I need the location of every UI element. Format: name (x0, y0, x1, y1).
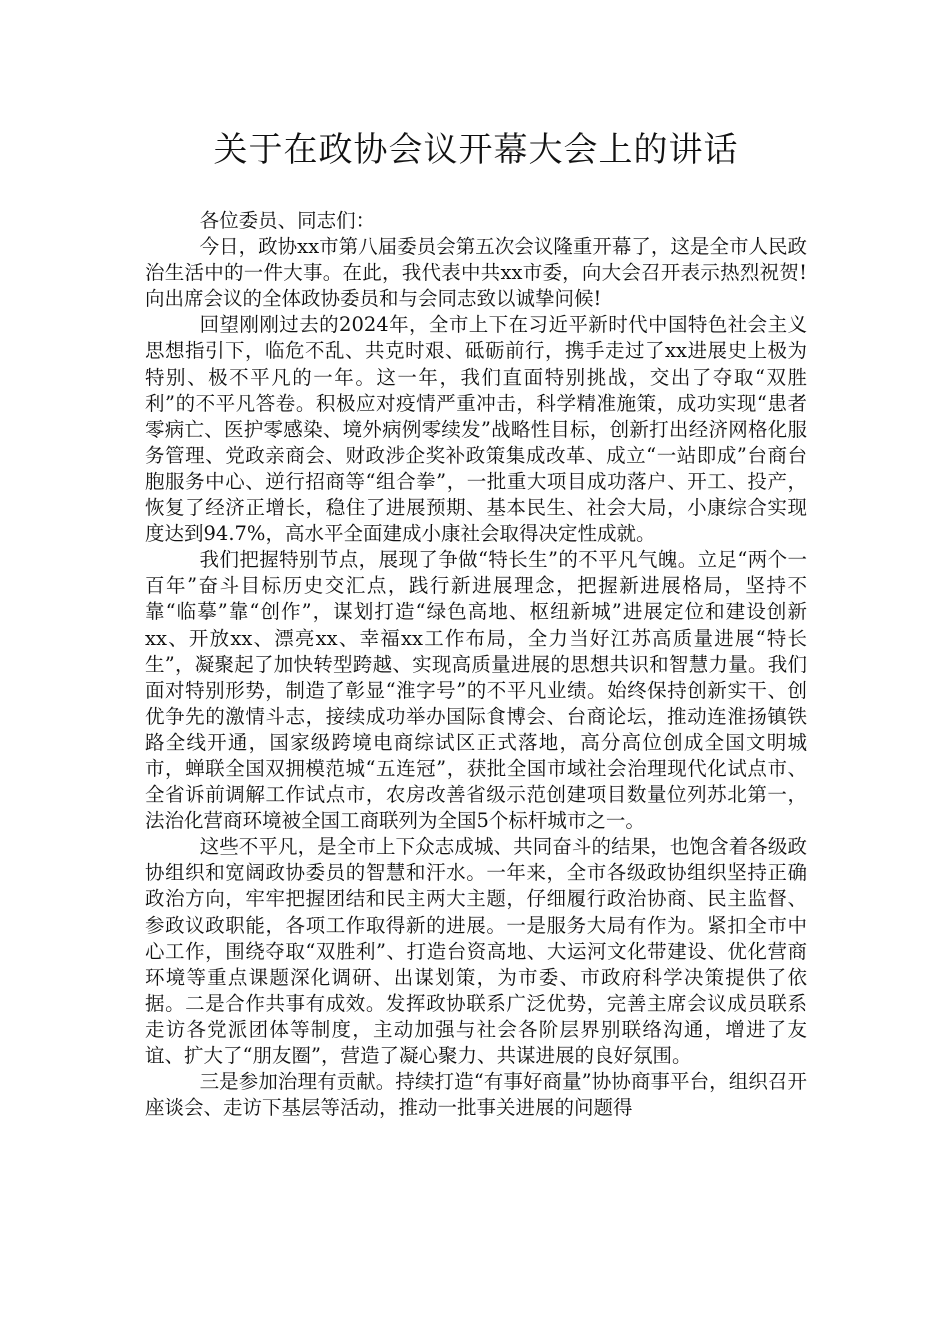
salutation-paragraph: 各位委员、同志们： (199, 209, 376, 232)
document-page (145, 128, 807, 1121)
document-title: 关于在政协会议开幕大会上的讲话 (213, 130, 739, 170)
body-paragraph: 回望刚刚过去的2024年，全市上下在习近平新时代中国特色社会主义思想指引下，临危不乱、共克时艰、砥砺前行，携手走过了xx进展史上极为特别、极不平凡的一年。这一年，我们直面特别挑战，交出了夺取“双胜利”的不平凡答卷。积极应对疫情严重冲击，科学精准施策，成功实现“患者零病亡、医护零感染、境外病例零续发”战略性目标，创新打出经济网格化服务管理、党政亲商会、财政涉企奖补政策集成改革、成立“一站即成”台商台胞服务中心、逆行招商等“组合拳”，一批重大项目成功落户、开工、投产，恢复了经济正增长，稳住了进展预期、基本民生、社会大局，小康综合实现度达到94.7%，高水平全面建成小康社会取得决定性成就。 (145, 313, 807, 546)
body-paragraph: 今日，政协xx市第八届委员会第五次会议隆重开幕了，这是全市人民政治生活中的一件大事。在此，我代表中共xx市委，向大会召开表示热烈祝贺!向出席会议的全体政协委员和与会同志致以诚挚问候! (145, 235, 807, 311)
document-body (145, 208, 807, 1121)
body-paragraph: 这些不平凡，是全市上下众志成城、共同奋斗的结果，也饱含着各级政协组织和宽阔政协委员的智慧和汗水。一年来，全市各级政协组织坚持正确政治方向，牢牢把握团结和民主两大主题，仔细履行政治协商、民主监督、参政议政职能，各项工作取得新的进展。一是服务大局有作为。紧扣全市中心工作，围绕夺取“双胜利”、打造台资高地、大运河文化带建设、优化营商环境等重点课题深化调研、出谋划策，为市委、市政府科学决策提供了依据。二是合作共事有成效。发挥政协联系广泛优势，完善主席会议成员联系走访各党派团体等制度，主动加强与社会各阶层界别联络沟通，增进了友谊、扩大了“朋友圈”，营造了凝心聚力、共谋进展的良好氛围。 (145, 835, 807, 1067)
body-paragraph: 我们把握特别节点，展现了争做“特长生”的不平凡气魄。立足“两个一百年”奋斗目标历史交汇点，践行新进展理念，把握新进展格局，坚持不靠“临摹”靠“创作”，谋划打造“绿色高地、枢纽新城”进展定位和建设创新xx、开放xx、漂亮xx、幸福xx工作布局，全力当好江苏高质量进展“特长生”，凝聚起了加快转型跨越、实现高质量进展的思想共识和智慧力量。我们面对特别形势，制造了彰显“淮字号”的不平凡业绩。始终保持创新实干、创优争先的激情斗志，接续成功举办国际食博会、台商论坛，推动连淮扬镇铁路全线开通，国家级跨境电商综试区正式落地，高分高位创成全国文明城市，蝉联全国双拥模范城“五连冠”，获批全国市域社会治理现代化试点市、全省诉前调解工作试点市，农房改善省级示范创建项目数量位列苏北第一，法治化营商环境被全国工商联列为全国5个标杆城市之一。 (145, 548, 807, 833)
body-paragraph: 三是参加治理有贡献。持续打造“有事好商量”协协商事平台，组织召开座谈会、走访下基层等活动，推动一批事关进展的问题得 (145, 1070, 807, 1120)
